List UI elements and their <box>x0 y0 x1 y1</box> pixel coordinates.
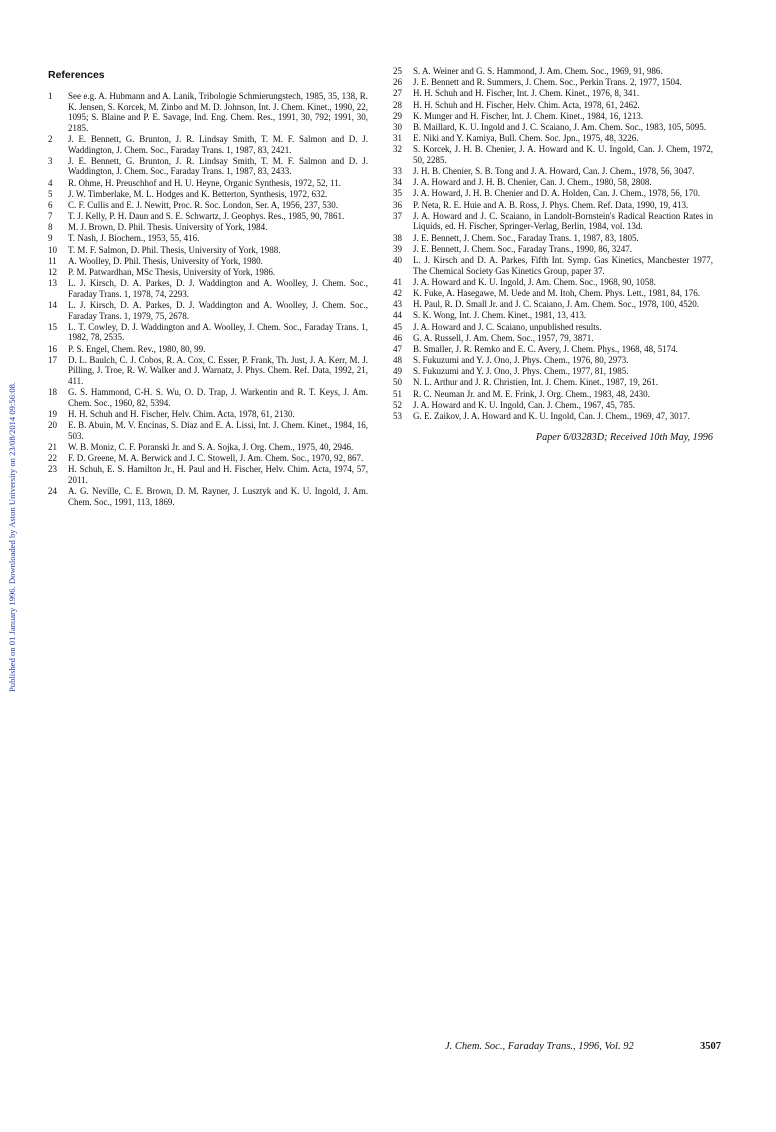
reference-text: S. A. Weiner and G. S. Hammond, J. Am. Chem. Soc., 1969, 91, 986. <box>413 66 663 76</box>
reference-text: K. Fuke, A. Hasegawe, M. Uede and M. Itoh, Chem. Phys. Lett., 1981, 84, 176. <box>413 287 700 298</box>
reference-number: 1 <box>48 91 53 101</box>
reference-number: 13 <box>48 278 57 289</box>
reference-number: 32 <box>393 144 402 155</box>
reference-entry <box>393 355 713 366</box>
reference-entry <box>393 144 713 165</box>
reference-text: J. A. Howard and J. H. B. Chenier, Can. J. Chem., 1980, 58, 2808. <box>413 177 652 188</box>
reference-entry <box>393 277 713 288</box>
reference-number: 10 <box>48 244 57 255</box>
references-heading: References <box>48 69 105 81</box>
reference-entry <box>48 442 368 453</box>
reference-text: H. Paul, R. D. Small Jr. and J. C. Scaiano, J. Am. Chem. Soc., 1978, 100, 4520. <box>413 299 700 310</box>
reference-text: B. Maillard, K. U. Ingold and J. C. Scaiano, J. Am. Chem. Soc., 1983, 105, 5095. <box>413 121 706 132</box>
reference-number: 2 <box>48 133 53 144</box>
reference-number: 38 <box>393 232 402 243</box>
reference-entry <box>393 188 713 199</box>
reference-entry <box>48 486 368 507</box>
reference-entry <box>393 344 713 355</box>
reference-number: 28 <box>393 99 402 110</box>
reference-number: 53 <box>393 411 402 422</box>
reference-number: 41 <box>393 276 402 287</box>
reference-number: 40 <box>393 255 402 265</box>
reference-text: P. M. Patwardhan, MSc Thesis, University of York, 1986. <box>68 267 276 278</box>
download-watermark-text: Published on 01 January 1996. Downloaded by Aston University on 23/08/2014 09:56:08. <box>7 381 17 692</box>
reference-number: 43 <box>393 299 402 310</box>
reference-text: R. Ohme, H. Preuschhof and H. U. Heyne, Organic Synthesis, 1972, 52, 11. <box>68 177 341 188</box>
reference-entry <box>48 134 368 155</box>
reference-entry <box>393 288 713 299</box>
reference-number: 7 <box>48 211 53 222</box>
reference-text: R. C. Neuman Jr. and M. E. Frink, J. Org. Chem., 1983, 48, 2430. <box>413 388 650 399</box>
reference-number: 39 <box>393 243 402 254</box>
reference-entry <box>48 245 368 256</box>
reference-entry <box>48 156 368 177</box>
reference-text: T. M. F. Salmon, D. Phil. Thesis, University of York, 1988. <box>68 244 281 255</box>
reference-number: 51 <box>393 388 402 399</box>
reference-entry <box>393 133 713 144</box>
reference-list-right <box>393 66 713 422</box>
reference-text: J. H. B. Chenier, S. B. Tong and J. A. Howard, Can. J. Chem., 1978, 56, 3047. <box>413 166 695 177</box>
reference-text: T. Nash, J. Biochem., 1953, 55, 416. <box>68 233 200 244</box>
reference-entry <box>48 387 368 408</box>
reference-entry <box>48 453 368 464</box>
reference-entry <box>393 244 713 255</box>
reference-text: N. L. Arthur and J. R. Christien, Int. J. Chem. Kinet., 1987, 19, 261. <box>413 377 658 388</box>
reference-text: See e.g. A. Hubmann and A. Lanik, Tribologie Schmierungstech, 1985, 35, 138, R. K. Jensen, S. Korcek, M. Zinbo and M. D. Johnson, Int. J. Chem. Kinet., 1990, 22, 1095; S. Blaine and P. E. Savage, Ind. Eng. Chem. Res., 1991, 30, 792; 1991, 30, 2185. <box>68 91 368 133</box>
reference-entry <box>48 189 368 200</box>
reference-entry <box>393 122 713 133</box>
references-right-column <box>393 66 713 443</box>
reference-number: 18 <box>48 387 57 398</box>
reference-text: D. L. Baulch, C. J. Cobos, R. A. Cox, C. Esser, P. Frank, Th. Just, J. A. Kerr, M. J. Pilling, J. Troe, R. W. Walker and J. Warnatz, J. Phys. Chem. Ref. Data, 1992, 21, 411. <box>68 354 368 386</box>
reference-entry <box>393 66 713 77</box>
reference-entry <box>48 409 368 420</box>
reference-text: S. Fukuzumi and Y. J. Ono, J. Phys. Chem., 1976, 80, 2973. <box>413 355 629 366</box>
reference-entry <box>48 344 368 355</box>
reference-entry <box>393 310 713 321</box>
reference-number: 15 <box>48 321 57 332</box>
reference-text: J. A. Howard, J. H. B. Chenier and D. A. Holden, Can. J. Chem., 1978, 56, 170. <box>413 188 700 199</box>
reference-number: 44 <box>393 310 402 321</box>
reference-text: C. F. Cullis and E. J. Newitt, Proc. R. Soc. London, Ser. A, 1956, 237, 530. <box>68 199 339 210</box>
reference-number: 37 <box>393 210 402 221</box>
reference-text: J. E. Bennett, J. Chem. Soc., Faraday Trans. 1, 1987, 83, 1805. <box>413 232 639 243</box>
reference-text: E. Niki and Y. Kamiya, Bull. Chem. Soc. Jpn., 1975, 48, 3226. <box>413 133 639 144</box>
reference-number: 33 <box>393 166 402 177</box>
reference-text: A. Woolley, D. Phil. Thesis, University of York, 1980. <box>68 255 263 266</box>
reference-entry <box>393 400 713 411</box>
reference-number: 5 <box>48 188 53 199</box>
reference-text: J. E. Bennett and R. Summers, J. Chem. Soc., Perkin Trans. 2, 1977, 1504. <box>413 77 682 88</box>
reference-number: 49 <box>393 366 402 377</box>
reference-text: W. B. Moniz, C. F. Poranski Jr. and S. A. Sojka, J. Org. Chem., 1975, 40, 2946. <box>68 441 354 452</box>
reference-number: 50 <box>393 377 402 388</box>
reference-text: T. J. Kelly, P. H. Daun and S. E. Schwartz, J. Geophys. Res., 1985, 90, 7861. <box>68 211 345 222</box>
reference-text: P. S. Engel, Chem. Rev., 1980, 80, 99. <box>68 343 206 354</box>
reference-text: J. W. Timberlake, M. L. Hodges and K. Betterton, Synthesis, 1972, 632. <box>68 188 328 199</box>
reference-text: J. A. Howard and J. C. Scaiano, unpublished results. <box>413 321 602 332</box>
reference-text: J. A. Howard and K. U. Ingold, Can. J. Chem., 1967, 45, 785. <box>413 399 635 410</box>
reference-text: K. Munger and H. Fischer, Int. J. Chem. Kinet., 1984, 16, 1213. <box>413 110 644 121</box>
reference-entry <box>393 411 713 422</box>
reference-number: 46 <box>393 332 402 343</box>
reference-number: 8 <box>48 222 53 233</box>
reference-number: 16 <box>48 343 57 354</box>
reference-text: B. Smaller, J. R. Remko and E. C. Avery, J. Chem. Phys., 1968, 48, 5174. <box>413 343 678 354</box>
reference-entry <box>48 222 368 233</box>
reference-entry <box>48 355 368 387</box>
reference-text: J. E. Bennett, G. Brunton, J. R. Lindsay Smith, T. M. F. Salmon and D. J. Waddington, J. Chem. Soc., Faraday Trans. 1, 1987, 83, 2433. <box>68 155 368 177</box>
reference-entry <box>393 322 713 333</box>
reference-entry <box>48 322 368 343</box>
page-number: 3507 <box>700 1041 721 1052</box>
reference-number: 20 <box>48 420 57 431</box>
reference-entry <box>393 255 713 276</box>
reference-entry <box>393 166 713 177</box>
reference-entry <box>48 233 368 244</box>
reference-number: 21 <box>48 441 57 452</box>
reference-entry <box>393 333 713 344</box>
reference-number: 22 <box>48 453 57 464</box>
reference-text: G. A. Russell, J. Am. Chem. Soc., 1957, 79, 3871. <box>413 332 594 343</box>
reference-number: 52 <box>393 399 402 410</box>
reference-entry <box>393 366 713 377</box>
reference-number: 11 <box>48 255 57 266</box>
reference-number: 14 <box>48 300 57 310</box>
reference-entry <box>48 420 368 441</box>
reference-entry <box>48 178 368 189</box>
reference-entry <box>48 200 368 211</box>
reference-number: 48 <box>393 355 402 366</box>
reference-number: 45 <box>393 321 402 332</box>
reference-text: S. K. Wong, Int. J. Chem. Kinet., 1981, 13, 413. <box>413 310 587 321</box>
reference-number: 12 <box>48 267 57 278</box>
reference-entry <box>48 300 368 321</box>
reference-entry <box>393 299 713 310</box>
reference-number: 35 <box>393 188 402 199</box>
references-left-column <box>48 66 368 508</box>
reference-text: J. E. Bennett, J. Chem. Soc., Faraday Trans., 1990, 86, 3247. <box>413 243 632 254</box>
reference-number: 34 <box>393 177 402 188</box>
reference-number: 42 <box>393 287 402 298</box>
reference-text: F. D. Greene, M. A. Berwick and J. C. Stowell, J. Am. Chem. Soc., 1970, 92, 867. <box>68 453 364 464</box>
reference-entry <box>393 111 713 122</box>
footer-journal-citation: J. Chem. Soc., Faraday Trans., 1996, Vol. 92 <box>445 1041 634 1052</box>
reference-entry <box>48 211 368 222</box>
reference-number: 24 <box>48 486 57 497</box>
reference-number: 19 <box>48 408 57 419</box>
reference-entry <box>393 233 713 244</box>
reference-text: H. H. Schuh and H. Fischer, Helv. Chim. Acta, 1978, 61, 2130. <box>68 408 295 419</box>
reference-entry <box>48 91 368 133</box>
paper-received-line: Paper 6/03283D; Received 10th May, 1996 <box>535 431 713 443</box>
reference-text: H. Schuh, E. S. Hamilton Jr., H. Paul and H. Fischer, Helv. Chim. Acta, 1974, 57, 2011. <box>68 464 368 485</box>
reference-entry <box>393 77 713 88</box>
reference-text: L. J. Kirsch, D. A. Parkes, D. J. Waddington and A. Woolley, J. Chem. Soc., Faraday Trans. 1, 1979, 75, 2678. <box>68 300 368 321</box>
reference-number: 25 <box>393 66 402 76</box>
reference-text: G. E. Zaikov, J. A. Howard and K. U. Ingold, Can. J. Chem., 1969, 47, 3017. <box>413 411 690 422</box>
reference-text: L. T. Cowley, D. J. Waddington and A. Woolley, J. Chem. Soc., Faraday Trans. 1, 1982, 78, 2535. <box>68 321 368 343</box>
reference-entry <box>393 177 713 188</box>
reference-text: H. H. Schuh and H. Fischer, Helv. Chim. Acta, 1978, 61, 2462. <box>413 99 640 110</box>
reference-list-left <box>48 91 368 507</box>
reference-text: S. Fukuzumi and Y. J. Ono, J. Phys. Chem., 1977, 81, 1985. <box>413 366 629 377</box>
reference-text: P. Neta, R. E. Huie and A. B. Ross, J. Phys. Chem. Ref. Data, 1990, 19, 413. <box>413 199 689 210</box>
reference-text: A. G. Neville, C. E. Brown, D. M. Rayner, J. Lusztyk and K. U. Ingold, J. Am. Chem. Soc., 1991, 113, 1869. <box>68 486 368 507</box>
reference-text: L. J. Kirsch, D. A. Parkes, D. J. Waddington and A. Woolley, J. Chem. Soc., Faraday Trans. 1, 1978, 74, 2293. <box>68 278 368 299</box>
reference-number: 31 <box>393 133 402 144</box>
reference-entry <box>393 88 713 99</box>
reference-text: J. E. Bennett, G. Brunton, J. R. Lindsay Smith, T. M. F. Salmon and D. J. Waddington, J. Chem. Soc., Faraday Trans. 1, 1987, 83, 2421. <box>68 133 368 155</box>
reference-entry <box>48 256 368 267</box>
reference-entry <box>393 200 713 211</box>
reference-number: 30 <box>393 121 402 132</box>
reference-number: 3 <box>48 155 53 166</box>
reference-text: E. B. Abuin, M. V. Encinas, S. Diaz and E. A. Lissi, Int. J. Chem. Kinet., 1984, 16, 503. <box>68 420 368 441</box>
reference-text: S. Korcek, J. H. B. Chenier, J. A. Howard and K. U. Ingold, Can. J. Chem, 1972, 50, 2285. <box>413 144 713 165</box>
reference-entry <box>393 100 713 111</box>
reference-number: 26 <box>393 77 402 88</box>
reference-entry <box>48 267 368 278</box>
download-watermark <box>7 272 19 692</box>
reference-number: 17 <box>48 354 57 365</box>
reference-text: H. H. Schuh and H. Fischer, Int. J. Chem. Kinet., 1976, 8, 341. <box>413 88 640 99</box>
reference-text: M. J. Brown, D. Phil. Thesis. University of York, 1984. <box>68 222 268 233</box>
reference-entry <box>393 377 713 388</box>
reference-entry <box>48 278 368 299</box>
reference-number: 36 <box>393 199 402 210</box>
reference-number: 9 <box>48 233 53 244</box>
reference-number: 4 <box>48 177 53 188</box>
reference-entry <box>48 464 368 485</box>
reference-text: G. S. Hammond, C-H. S. Wu, O. D. Trap, J. Warkentin and R. T. Keys, J. Am. Chem. Soc., 1960, 82, 5394. <box>68 387 368 408</box>
reference-text: J. A. Howard and K. U. Ingold, J. Am. Chem. Soc., 1968, 90, 1058. <box>413 276 656 287</box>
reference-number: 6 <box>48 199 53 210</box>
reference-text: L. J. Kirsch and D. A. Parkes, Fifth Int. Symp. Gas Kinetics, Manchester 1977, The Chemical Society Gas Kinetics Group, paper 37. <box>413 255 713 276</box>
reference-text: J. A. Howard and J. C. Scaiano, in Landolt-Bornstein's Radical Reaction Rates in Liquids, ed. H. Fischer, Springer-Verlag, Berlin, 1984, vol. 13d. <box>413 210 713 232</box>
reference-number: 29 <box>393 110 402 121</box>
reference-entry <box>393 211 713 232</box>
reference-number: 47 <box>393 343 402 354</box>
reference-entry <box>393 389 713 400</box>
reference-number: 23 <box>48 464 57 475</box>
reference-number: 27 <box>393 88 402 99</box>
page-footer <box>445 1041 721 1052</box>
